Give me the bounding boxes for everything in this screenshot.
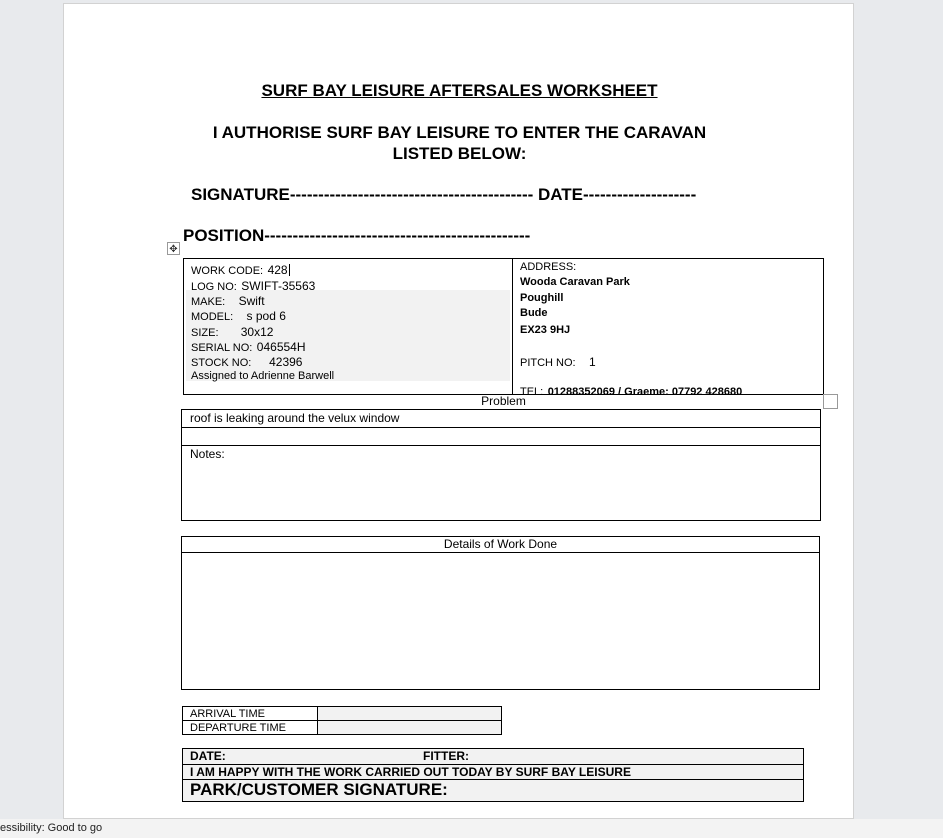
stock-label: STOCK NO: bbox=[191, 357, 252, 369]
stock-row bbox=[191, 353, 302, 371]
log-no-label: LOG NO: bbox=[191, 281, 237, 293]
tel-value: 01288352069 / Graeme: 07792 428680 bbox=[547, 386, 743, 398]
customer-signature-label: PARK/CUSTOMER SIGNATURE: bbox=[190, 780, 448, 799]
signoff-table bbox=[182, 748, 804, 802]
pitch-value: 1 bbox=[588, 355, 596, 369]
work-code-value[interactable]: 428 bbox=[267, 263, 288, 277]
arrival-time-field[interactable] bbox=[318, 707, 501, 720]
model-value: s pod 6 bbox=[246, 309, 286, 323]
table-move-handle-icon[interactable]: ✥ bbox=[167, 242, 180, 255]
details-column bbox=[184, 259, 513, 394]
document-title: SURF BAY LEISURE AFTERSALES WORKSHEET bbox=[261, 81, 658, 100]
accessibility-status[interactable]: essibility: Good to go bbox=[0, 822, 103, 834]
problem-table bbox=[181, 409, 821, 521]
problem-divider-2 bbox=[182, 445, 820, 446]
assigned-to: Assigned to Adrienne Barwell bbox=[191, 370, 335, 382]
model-label: MODEL: bbox=[191, 311, 234, 323]
problem-heading: Problem bbox=[481, 394, 526, 408]
work-done-table bbox=[181, 536, 820, 690]
problem-divider-1 bbox=[182, 427, 820, 428]
log-no-value: SWIFT-35563 bbox=[241, 279, 316, 293]
size-value: 30x12 bbox=[240, 325, 274, 339]
authorise-line-2: LISTED BELOW: bbox=[392, 144, 527, 163]
stock-value: 42396 bbox=[269, 355, 303, 369]
arrival-time-label: ARRIVAL TIME bbox=[190, 708, 265, 720]
address-label: ADDRESS: bbox=[520, 261, 577, 273]
caravan-details-table bbox=[183, 258, 824, 398]
happy-statement: I AM HAPPY WITH THE WORK CARRIED OUT TODAY BY SURF BAY LEISURE bbox=[190, 765, 631, 779]
status-bar bbox=[0, 819, 943, 838]
text-cursor bbox=[289, 264, 290, 276]
address-line-2: Poughill bbox=[520, 292, 564, 304]
address-line-1: Wooda Caravan Park bbox=[520, 276, 630, 288]
departure-time-label: DEPARTURE TIME bbox=[190, 722, 286, 734]
notes-label: Notes: bbox=[190, 447, 225, 461]
make-label: MAKE: bbox=[191, 296, 226, 308]
date-label: DATE: bbox=[190, 749, 226, 763]
departure-time-field[interactable] bbox=[318, 721, 501, 734]
serial-label: SERIAL NO: bbox=[191, 342, 253, 354]
times-table bbox=[182, 706, 502, 735]
fitter-label: FITTER: bbox=[423, 749, 469, 763]
size-label: SIZE: bbox=[191, 327, 219, 339]
make-value: Swift bbox=[238, 294, 265, 308]
position-line: POSITION----------------------------------------------- bbox=[183, 226, 531, 245]
work-code-label: WORK CODE: bbox=[191, 265, 264, 277]
address-line-4: EX23 9HJ bbox=[520, 324, 571, 336]
tel-label: TEL: bbox=[520, 386, 544, 398]
work-done-body[interactable] bbox=[182, 553, 819, 689]
serial-value: 046554H bbox=[256, 340, 306, 354]
table-resize-handle[interactable] bbox=[823, 394, 838, 409]
address-line-3: Bude bbox=[520, 307, 548, 319]
pitch-row bbox=[520, 353, 596, 371]
document-page[interactable] bbox=[63, 3, 854, 819]
signature-date-line: SIGNATURE------------------------------------------- DATE-------------------- bbox=[191, 185, 697, 204]
work-done-heading: Details of Work Done bbox=[443, 537, 558, 551]
pitch-label: PITCH NO: bbox=[520, 357, 576, 369]
authorise-line-1: I AUTHORISE SURF BAY LEISURE TO ENTER THE CARAVAN bbox=[212, 123, 707, 142]
problem-text[interactable]: roof is leaking around the velux window bbox=[190, 411, 400, 425]
authorise-heading bbox=[64, 122, 855, 164]
